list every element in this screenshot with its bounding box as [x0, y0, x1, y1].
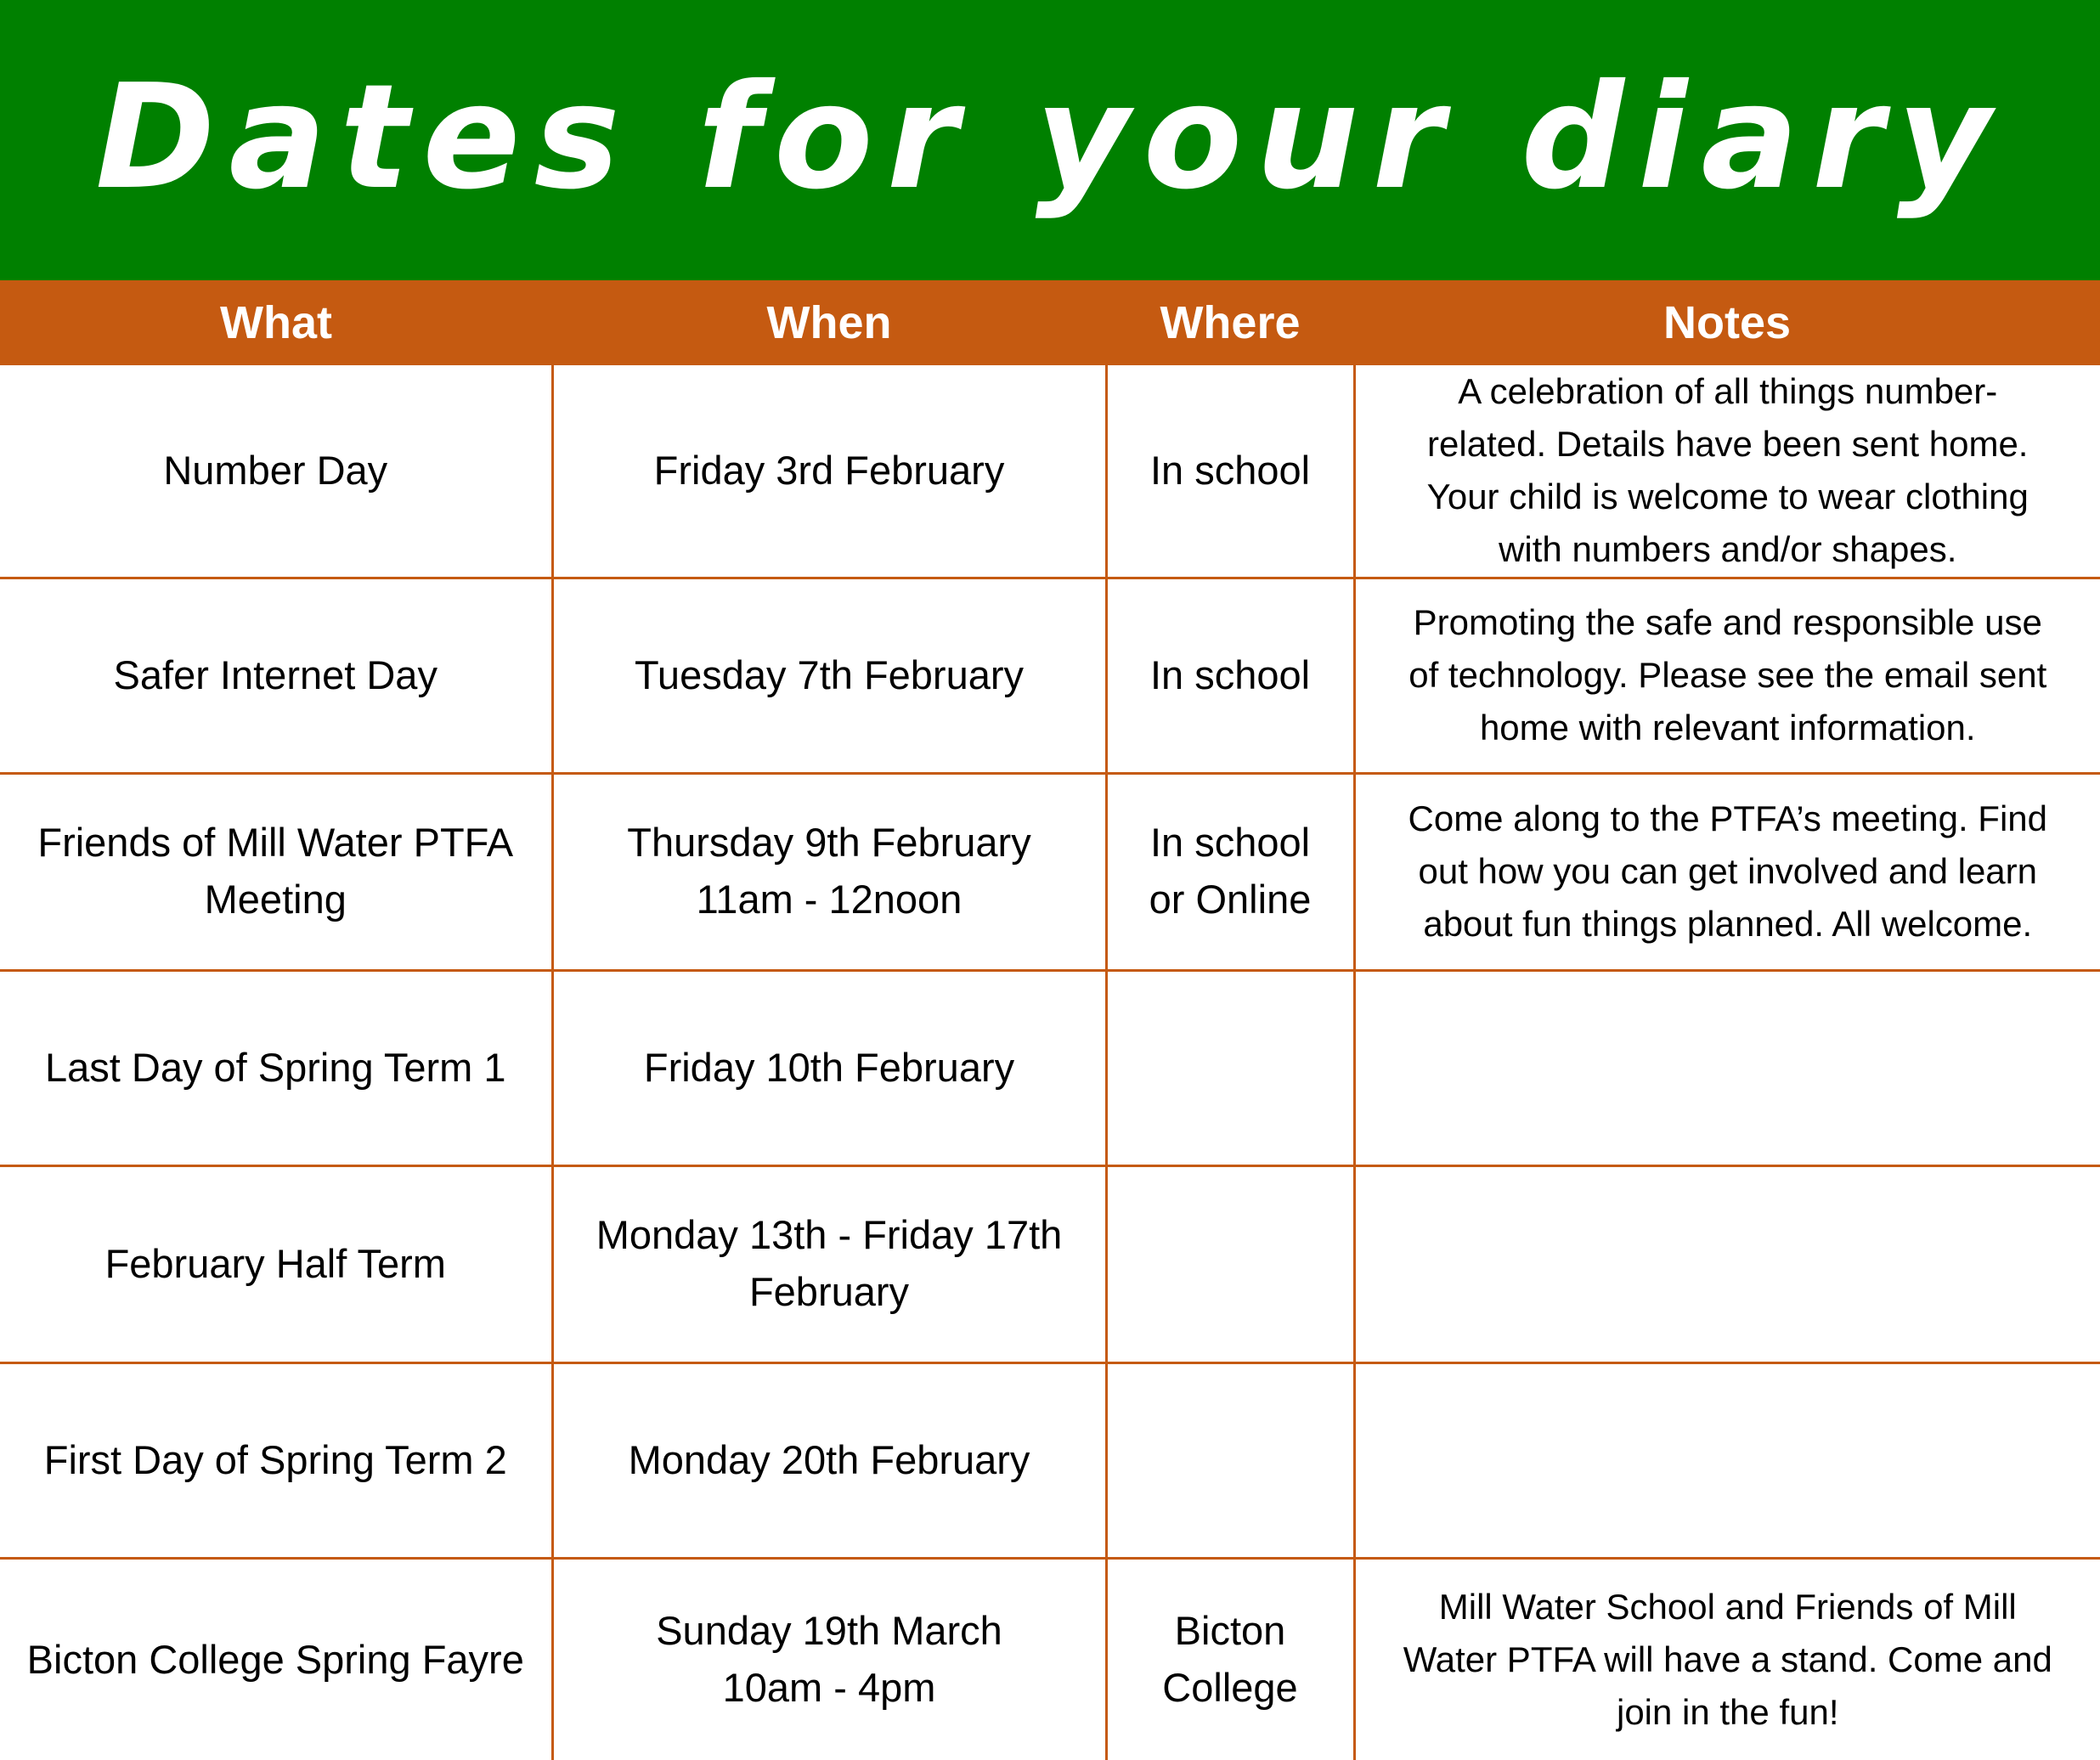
column-header-where: Where	[1106, 280, 1354, 365]
column-header-when: When	[552, 280, 1106, 365]
cell-notes	[1354, 970, 2100, 1165]
cell-what: Bicton College Spring Fayre	[0, 1558, 552, 1760]
cell-what: Number Day	[0, 365, 552, 578]
page-title: Dates for your diary	[95, 54, 2005, 222]
cell-where: In school	[1106, 365, 1354, 578]
cell-notes	[1354, 1165, 2100, 1362]
cell-where: In school	[1106, 578, 1354, 773]
cell-when: Monday 20th February	[552, 1362, 1106, 1558]
table-row	[0, 365, 2100, 578]
title-banner	[0, 0, 2100, 280]
table-row	[0, 773, 2100, 970]
cell-where	[1106, 970, 1354, 1165]
cell-when: Friday 3rd February	[552, 365, 1106, 578]
cell-notes	[1354, 1362, 2100, 1558]
table-header-row	[0, 280, 2100, 365]
table-row	[0, 970, 2100, 1165]
cell-where: Bicton College	[1106, 1558, 1354, 1760]
cell-notes: Come along to the PTFA’s meeting. Find out how you can get involved and learn about fun things planned. All welcome.	[1354, 773, 2100, 970]
column-header-what: What	[0, 280, 552, 365]
cell-when: Sunday 19th March 10am - 4pm	[552, 1558, 1106, 1760]
table-row	[0, 1362, 2100, 1558]
cell-what: First Day of Spring Term 2	[0, 1362, 552, 1558]
table-row	[0, 1558, 2100, 1760]
table-row	[0, 1165, 2100, 1362]
cell-notes: Mill Water School and Friends of Mill Water PTFA will have a stand. Come and join in the fun!	[1354, 1558, 2100, 1760]
cell-what: Safer Internet Day	[0, 578, 552, 773]
cell-when: Monday 13th - Friday 17th February	[552, 1165, 1106, 1362]
cell-where: In school or Online	[1106, 773, 1354, 970]
cell-notes: A celebration of all things number- related. Details have been sent home. Your child is welcome to wear clothing with numbers and/or shapes.	[1354, 365, 2100, 578]
cell-when: Friday 10th February	[552, 970, 1106, 1165]
column-header-notes: Notes	[1354, 280, 2100, 365]
cell-notes: Promoting the safe and responsible use of technology. Please see the email sent home with relevant information.	[1354, 578, 2100, 773]
cell-what: Friends of Mill Water PTFA Meeting	[0, 773, 552, 970]
cell-what: Last Day of Spring Term 1	[0, 970, 552, 1165]
cell-when: Thursday 9th February 11am - 12noon	[552, 773, 1106, 970]
diary-table	[0, 280, 2100, 1760]
cell-where	[1106, 1362, 1354, 1558]
cell-when: Tuesday 7th February	[552, 578, 1106, 773]
cell-what: February Half Term	[0, 1165, 552, 1362]
table-row	[0, 578, 2100, 773]
cell-where	[1106, 1165, 1354, 1362]
